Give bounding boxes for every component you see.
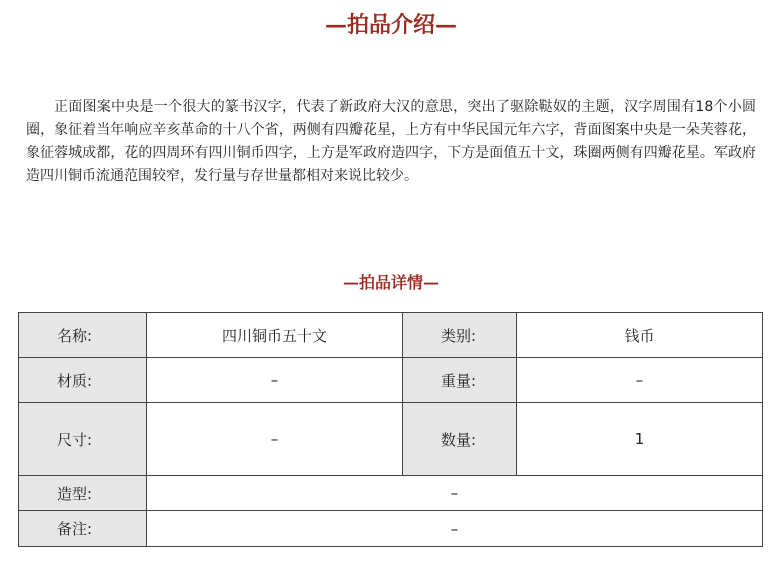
weight-label: 重量: [403,358,517,403]
name-label: 名称: [19,313,147,358]
shape-value: – [147,476,763,511]
details-row-name [19,313,763,358]
size-value: – [147,403,403,476]
intro-paragraph: 正面图案中央是一个很大的篆书汉字，代表了新政府大汉的意思，突出了驱除鞑奴的主题，汉字周围有18个小圆圈，象征着当年响应辛亥革命的十八个省，两侧有四瓣花星，上方有中华民国元年六字，背面图案中央是一朵芙蓉花，象征蓉城成都，花的四周环有四川铜币四字，上方是军政府造四字，下方是面值五十文，珠圈两侧有四瓣花星。军政府造四川铜币流通范围较窄，发行量与存世量都相对来说比较少。 [26,99,756,184]
quantity-value: 1 [517,403,763,476]
shape-label: 造型: [19,476,147,511]
details-row-shape [19,476,763,511]
material-value: – [147,358,403,403]
category-label: 类别: [403,313,517,358]
details-row-size [19,403,763,476]
details-section-title: —拍品详情— [342,273,439,292]
remarks-label: 备注: [19,511,147,547]
size-label: 尺寸: [19,403,147,476]
quantity-label: 数量: [403,403,517,476]
remarks-value: – [147,511,763,547]
details-row-remarks [19,511,763,547]
details-table [18,312,763,547]
details-row-material [19,358,763,403]
intro-section-title: —拍品介绍— [324,12,457,38]
material-label: 材质: [19,358,147,403]
name-value: 四川铜币五十文 [147,313,403,358]
category-value: 钱币 [517,313,763,358]
weight-value: – [517,358,763,403]
